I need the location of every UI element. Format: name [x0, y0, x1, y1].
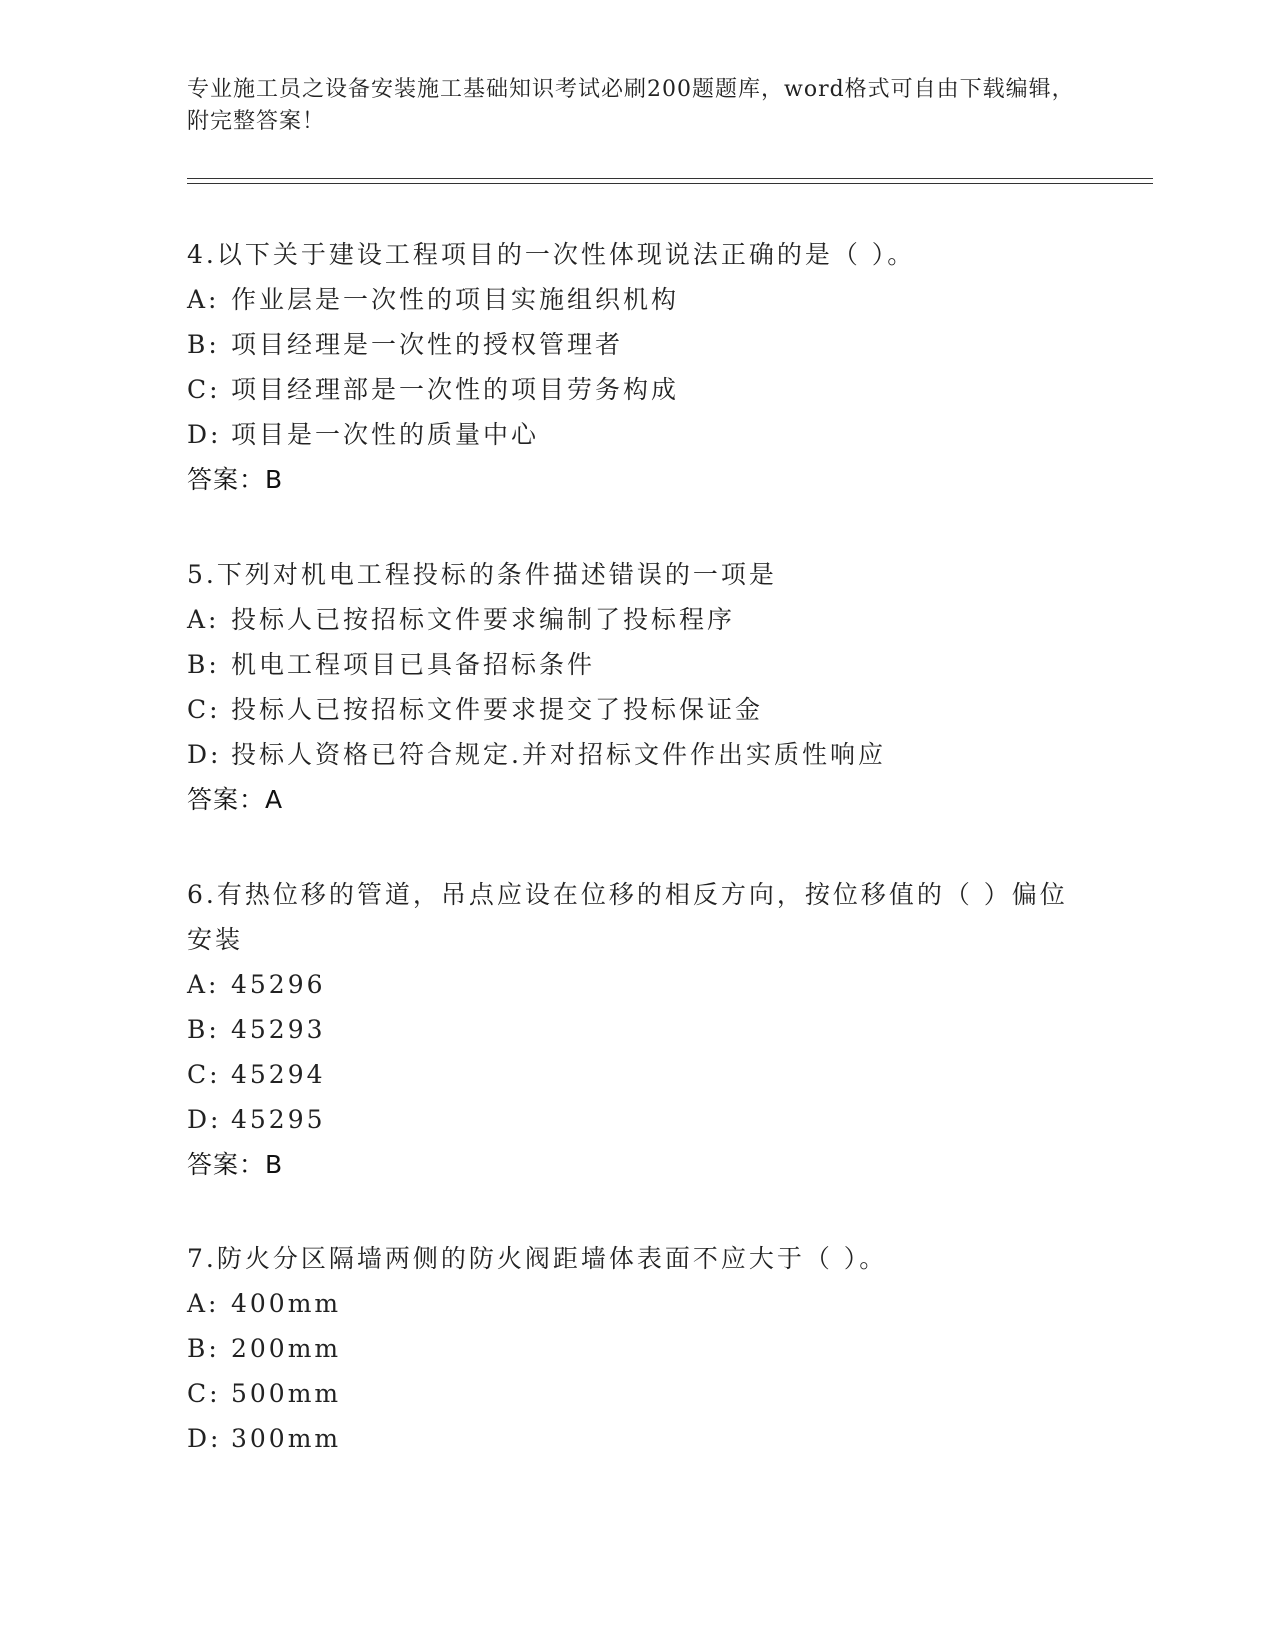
- option-letter: B:: [187, 1334, 220, 1363]
- header-divider: [187, 183, 1153, 184]
- option-text: 项目是一次性的质量中心: [231, 420, 540, 449]
- option-b: [187, 322, 1087, 367]
- document-header-title: 专业施工员之设备安装施工基础知识考试必刷200题题库，word格式可自由下载编辑，附完整答案！: [187, 77, 1075, 134]
- option-d: [187, 732, 1087, 777]
- option-text: 45293: [231, 1015, 326, 1044]
- option-letter: D:: [187, 1424, 222, 1453]
- option-letter: A:: [187, 605, 220, 634]
- option-c: [187, 1371, 1087, 1416]
- question-stem: 7.防火分区隔墙两侧的防火阀距墙体表面不应大于（ ）。: [187, 1244, 888, 1273]
- option-a: [187, 597, 1087, 642]
- question-stem: 4.以下关于建设工程项目的一次性体现说法正确的是（ ）。: [187, 240, 916, 269]
- option-letter: A:: [187, 285, 220, 314]
- option-letter: B:: [187, 650, 220, 679]
- option-letter: A:: [187, 1289, 220, 1318]
- answer-line: 答案：A: [187, 785, 284, 814]
- option-letter: C:: [187, 1060, 221, 1089]
- option-text: 项目经理是一次性的授权管理者: [231, 330, 624, 359]
- option-c: [187, 367, 1087, 412]
- option-letter: B:: [187, 1015, 220, 1044]
- option-a: [187, 1281, 1087, 1326]
- option-text: 机电工程项目已具备招标条件: [231, 650, 596, 679]
- question-6: [187, 872, 1087, 1187]
- option-text: 45294: [231, 1060, 326, 1089]
- option-letter: D:: [187, 1105, 222, 1134]
- option-text: 作业层是一次性的项目实施组织机构: [231, 285, 680, 314]
- option-letter: D:: [187, 740, 222, 769]
- question-7: [187, 1236, 1087, 1461]
- option-letter: C:: [187, 375, 221, 404]
- option-letter: C:: [187, 1379, 221, 1408]
- option-text: 项目经理部是一次性的项目劳务构成: [231, 375, 680, 404]
- option-d: [187, 412, 1087, 457]
- answer-line: 答案：B: [187, 1150, 284, 1179]
- option-letter: A:: [187, 970, 220, 999]
- option-text: 45296: [231, 970, 326, 999]
- question-5: [187, 552, 1087, 822]
- question-stem: 5.下列对机电工程投标的条件描述错误的一项是: [187, 560, 777, 589]
- option-letter: C:: [187, 695, 221, 724]
- header-divider: [187, 178, 1153, 179]
- option-text: 400mm: [231, 1289, 342, 1318]
- option-text: 200mm: [231, 1334, 342, 1363]
- option-c: [187, 1052, 1087, 1097]
- option-d: [187, 1416, 1087, 1461]
- option-text: 投标人已按招标文件要求提交了投标保证金: [231, 695, 764, 724]
- option-d: [187, 1097, 1087, 1142]
- option-letter: B:: [187, 330, 220, 359]
- option-text: 45295: [231, 1105, 326, 1134]
- question-stem: 6.有热位移的管道，吊点应设在位移的相反方向，按位移值的（ ）偏位安装: [187, 880, 1068, 954]
- option-b: [187, 1326, 1087, 1371]
- option-text: 投标人资格已符合规定.并对招标文件作出实质性响应: [231, 740, 886, 769]
- answer-line: 答案：B: [187, 465, 284, 494]
- option-a: [187, 962, 1087, 1007]
- option-text: 投标人已按招标文件要求编制了投标程序: [231, 605, 736, 634]
- option-letter: D:: [187, 420, 222, 449]
- option-b: [187, 1007, 1087, 1052]
- question-4: [187, 232, 1087, 502]
- option-c: [187, 687, 1087, 732]
- option-text: 300mm: [231, 1424, 342, 1453]
- option-text: 500mm: [231, 1379, 342, 1408]
- option-b: [187, 642, 1087, 687]
- option-a: [187, 277, 1087, 322]
